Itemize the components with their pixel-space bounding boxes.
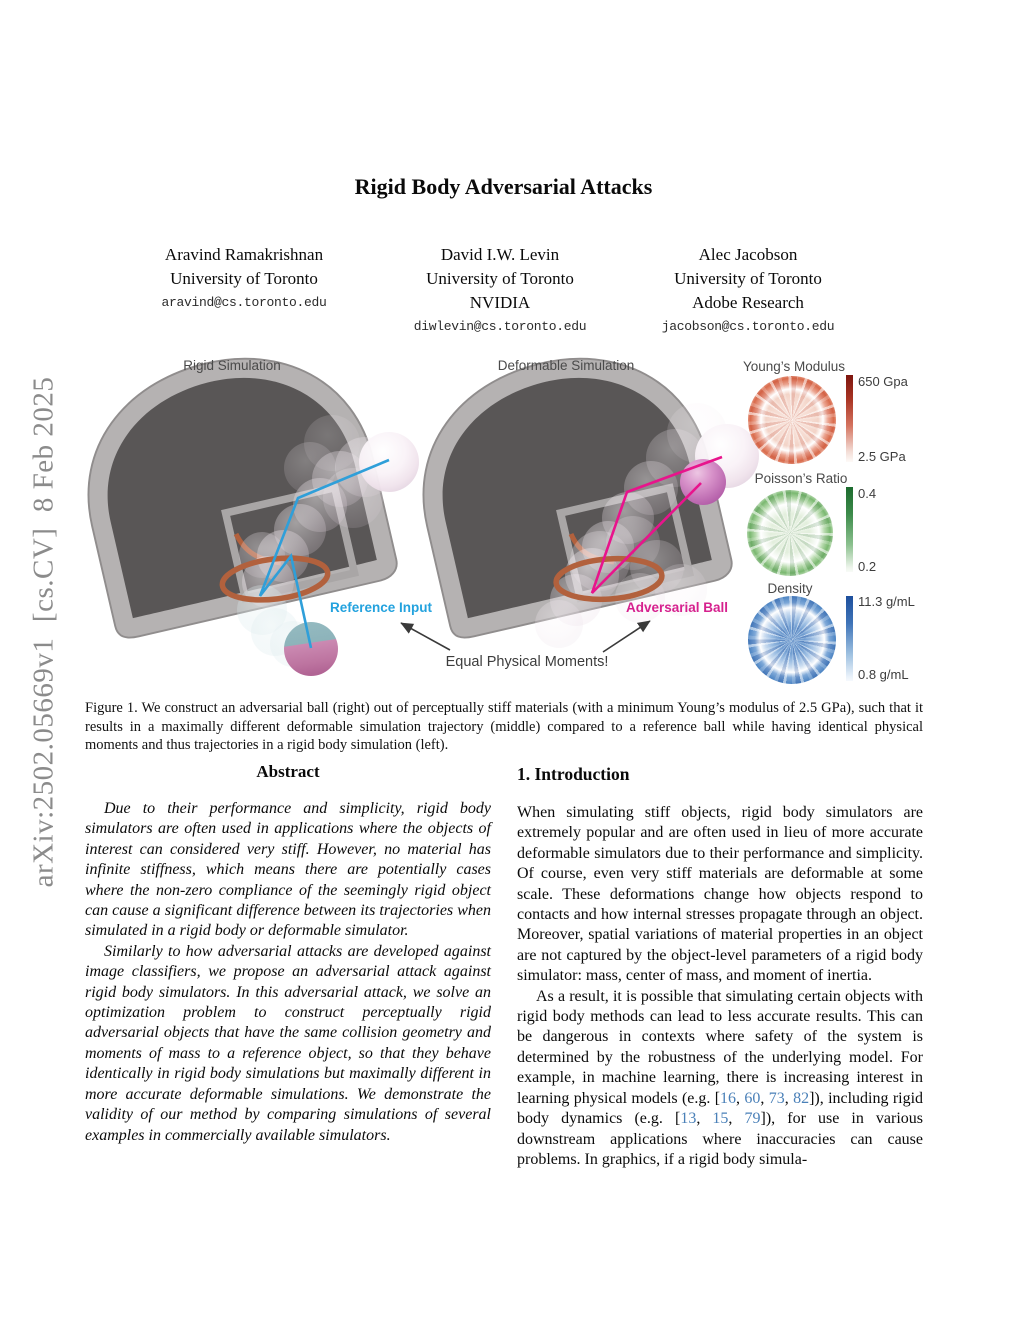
author-affiliation: NVIDIA [469,293,531,312]
author-affiliation: University of Toronto [426,269,574,288]
abstract-paragraph-2: Similarly to how adversarial attacks are developed against image classifiers, we propose an adversarial attack against rigid body simulators. In this adversarial attack, we solve an optimization problem to construct perceptually rigid adversarial objects that have the same collision geometry and moments of mass to a reference object, so that they behave identically in rigid body simulations but maximally different in more accurate deformable simulations. We demonstrate the validity of our method by comparing simulations of several examples in commercially available simulators. [85,942,491,1144]
adversarial-ball-label: Adversarial Ball [625,600,729,615]
youngs-modulus-colorbar [846,375,853,462]
introduction-section [517,762,923,1170]
author-name: Alec Jacobson [698,245,798,264]
panel-label-rigid: Rigid Simulation [183,358,281,373]
introduction-paragraph-2: As a result, it is possible that simulating certain objects with rigid body methods can lead to less accurate results. This can be dangerous in contexts where safety of the system is determined by the robustness of the underlying model. For example, in machine learning, there is increasing interest in learning physical models (e.g. [16, 60, 73, 82]), including rigid body dynamics (e.g. [13, 15, 79]), for use in various downstream applications where inaccuracies can cause problems. In graphics, if a rigid body simula- [517,987,924,1168]
reference-input-label: Reference Input [329,600,433,615]
author-email[interactable]: aravind@cs.toronto.edu [161,295,327,310]
arrow-to-reference-input [401,623,450,650]
youngs-modulus-label: Young’s Modulus [742,359,846,374]
density-max-value: 11.3 g/mL [858,594,915,609]
panel-label-deformable: Deformable Simulation [497,358,635,373]
density-map [748,596,836,684]
author-name: David I.W. Levin [440,245,560,264]
equal-moments-label: Equal Physical Moments! [445,654,609,670]
paper-title: Rigid Body Adversarial Attacks [354,174,653,199]
density-colorbar [846,596,853,681]
author-email[interactable]: diwlevin@cs.toronto.edu [413,319,587,334]
author-email[interactable]: jacobson@cs.toronto.edu [661,319,835,334]
poissons-ratio-colorbar [846,487,853,572]
author-block-1 [124,243,364,315]
arxiv-stamp: arXiv:2502.05669v1 [cs.CV] 8 Feb 2025 [27,376,60,888]
density-min-value: 0.8 g/mL [858,667,909,682]
citation-link[interactable]: 15 [712,1110,729,1128]
poissons-ratio-label: Poisson’s Ratio [754,471,848,486]
author-affiliation: Adobe Research [692,293,804,312]
youngs-modulus-map [748,376,836,464]
introduction-heading: 1. Introduction [517,764,630,784]
figure-caption: Figure 1. We construct an adversarial ball (right) out of perceptually stiff materials (with a minimum Young’s modulus of 2.5 GPa), such that it results in a maximally different deformable simulation trajectory (middle) compared to a reference ball while having identical physical moments and thus trajectories in a rigid body simulation (left). [85,700,923,754]
citation-link[interactable]: 82 [793,1089,810,1107]
abstract-section [85,762,491,1146]
citation-link[interactable]: 79 [744,1110,761,1128]
citation-link[interactable]: 60 [744,1089,761,1107]
citation-link[interactable]: 13 [680,1110,697,1128]
youngs-min-value: 2.5 GPa [858,449,906,464]
author-affiliation: University of Toronto [170,269,318,288]
figure-1 [85,355,940,695]
reference-start-ball [359,432,419,492]
poissons-ratio-map [747,490,833,576]
poisson-max-value: 0.4 [858,486,877,501]
youngs-max-value: 650 Gpa [858,374,908,389]
author-affiliation: University of Toronto [674,269,822,288]
figure-illustration [85,355,825,695]
reference-input-ball [284,622,338,676]
citation-link[interactable]: 16 [720,1089,737,1107]
abstract-heading: Abstract [256,762,320,781]
abstract-paragraph-1: Due to their performance and simplicity, rigid body simulators are often used in applications where the objects of interest can considered very stiff. However, no material has infinite stiffness, which means there are potentially cases where the non-zero compliance of the seemingly rigid object can cause a significant difference between its trajectories when simulated in a rigid body or deformable simulator. [85,800,491,940]
density-label: Density [767,581,813,596]
introduction-paragraph-1: When simulating stiff objects, rigid body simulators are extremely popular and are often used in lieu of more accurate deformable simulators due to their performance and simplicity. Of course, even very stiff materials are deformable at some scale. These deformations change how objects respond to contacts and how internal stresses propagate through an object. Moreover, spatial variations of material properties in an object are not captured by the object-level parameters of a rigid body simulator: mass, center of mass, and moment of inertia. [517,804,923,985]
author-name: Aravind Ramakrishnan [164,245,324,264]
author-block-2 [380,243,620,339]
author-block-3 [628,243,868,339]
citation-link[interactable]: 73 [768,1089,785,1107]
arrow-to-adversarial-ball [603,621,650,652]
poisson-min-value: 0.2 [858,559,877,574]
